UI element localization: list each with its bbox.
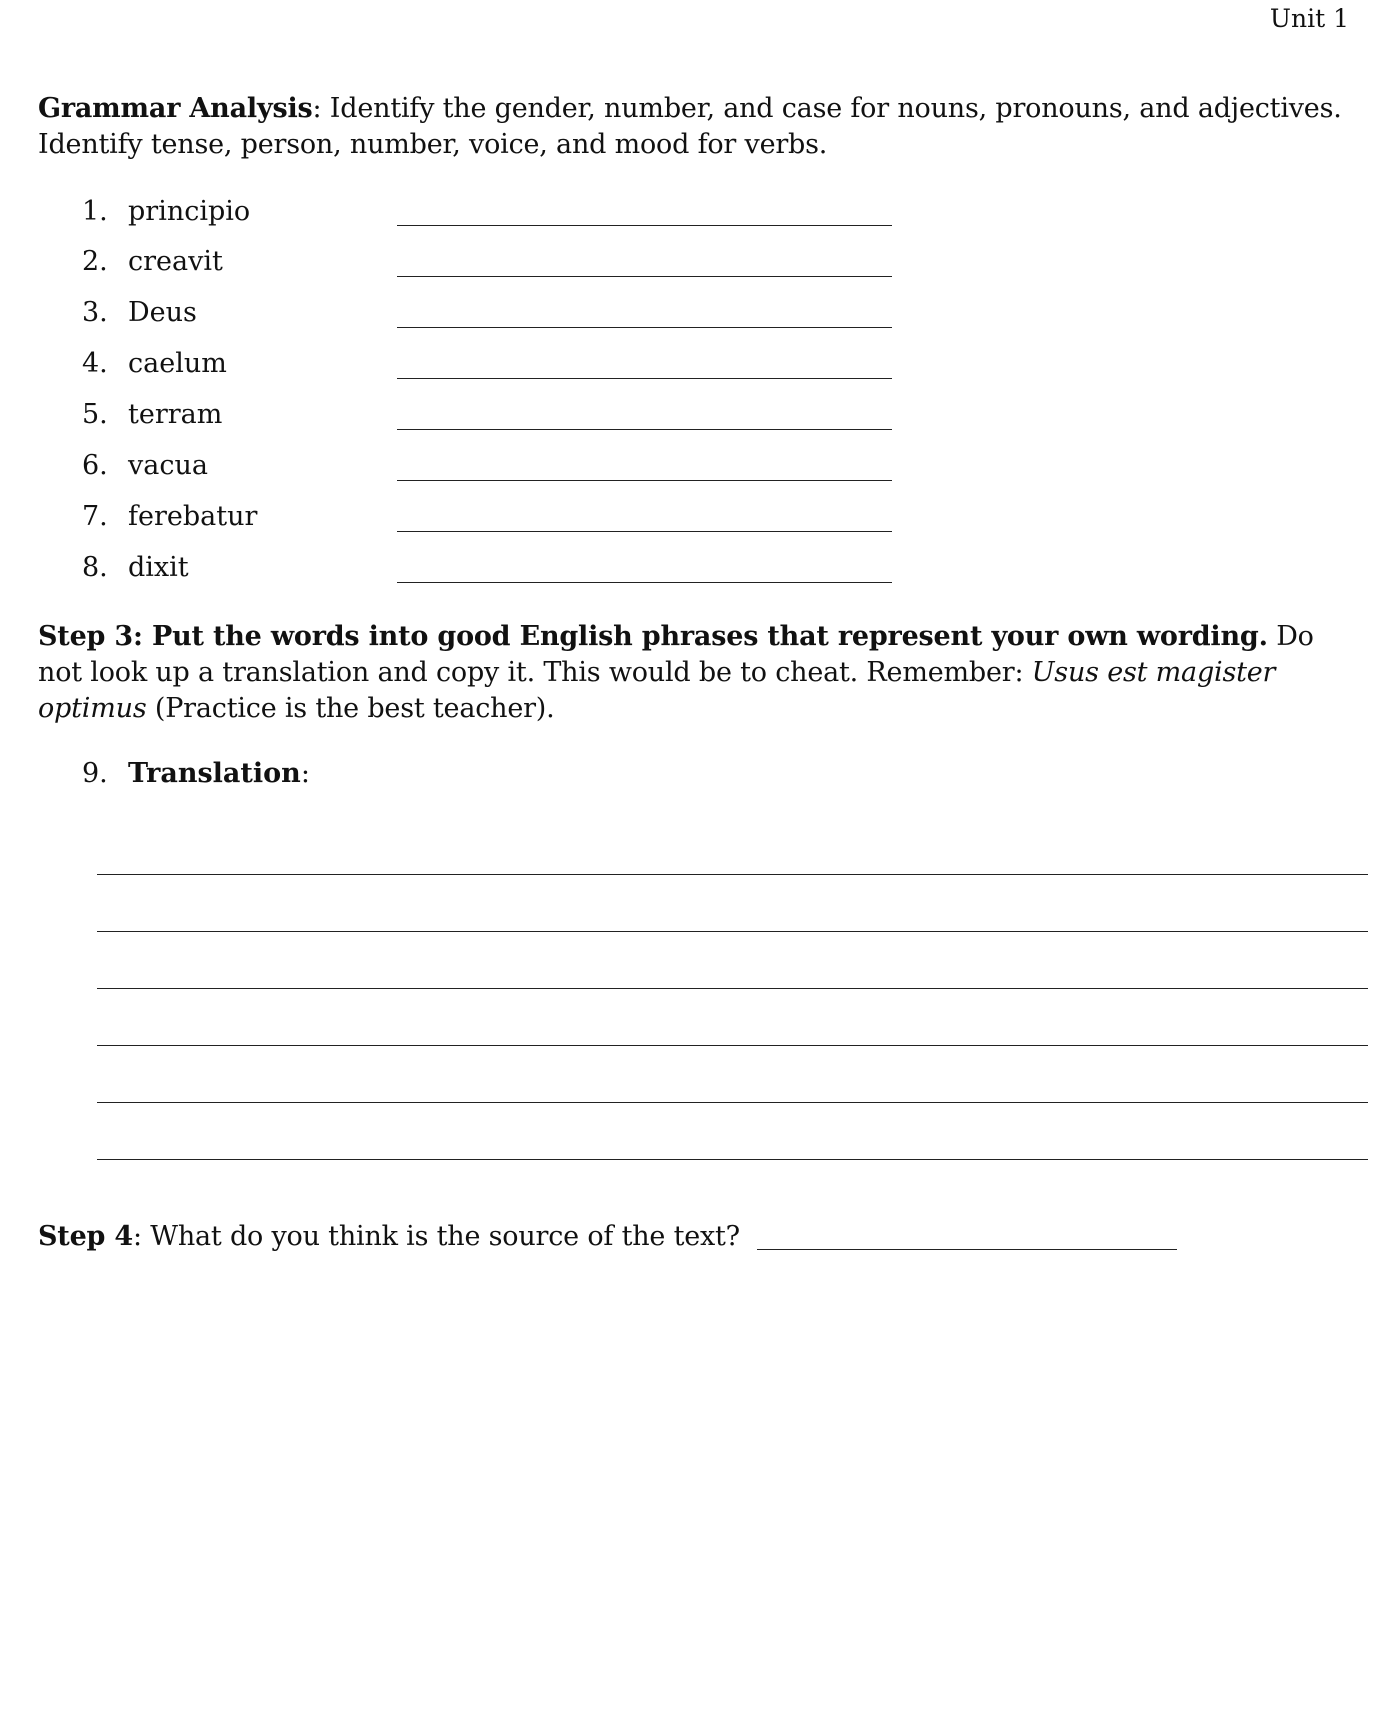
item-number: 8. <box>82 552 108 583</box>
answer-line-5[interactable] <box>397 429 892 430</box>
step3-text-end: (Practice is the best teacher). <box>146 693 555 724</box>
list-item <box>82 497 257 537</box>
item-number: 2. <box>82 246 108 277</box>
grammar-analysis-instructions <box>38 91 1363 163</box>
latin-word: vacua <box>128 450 208 481</box>
translation-line-1[interactable] <box>97 874 1368 875</box>
step4-question-text: : What do you think is the source of the text? <box>133 1221 740 1252</box>
unit-label: Unit 1 <box>1269 4 1349 33</box>
latin-word: principio <box>128 196 251 227</box>
list-item <box>82 192 250 232</box>
item-number: 6. <box>82 450 108 481</box>
step3-text: Do not look up a translation and copy it. This would be to cheat. Remember: <box>38 621 1314 688</box>
answer-line-7[interactable] <box>397 531 892 532</box>
list-item <box>82 395 222 435</box>
grammar-analysis-title: Grammar Analysis <box>38 93 313 124</box>
step4-label: Step 4 <box>38 1221 134 1252</box>
translation-colon: : <box>300 758 310 789</box>
translation-line-4[interactable] <box>97 1045 1368 1046</box>
answer-line-3[interactable] <box>397 327 892 328</box>
item-number: 3. <box>82 297 108 328</box>
translation-line-5[interactable] <box>97 1102 1368 1103</box>
item-number: 5. <box>82 399 108 430</box>
latin-word: terram <box>128 399 223 430</box>
latin-word: dixit <box>128 552 189 583</box>
answer-line-2[interactable] <box>397 276 892 277</box>
grammar-text-line1: Identify the gender, number, and case for nouns, pronouns, and adjectives. <box>321 93 1342 124</box>
latin-word: caelum <box>128 348 227 379</box>
answer-line-4[interactable] <box>397 378 892 379</box>
list-item <box>82 242 223 282</box>
item-number: 1. <box>82 196 108 227</box>
grammar-colon: : <box>312 93 322 124</box>
item-number: 7. <box>82 501 108 532</box>
answer-line-8[interactable] <box>397 582 892 583</box>
latin-motto: Usus est magister optimus <box>38 657 1276 724</box>
latin-word: Deus <box>128 297 197 328</box>
latin-word: ferebatur <box>128 501 258 532</box>
list-item <box>82 344 227 384</box>
source-answer-line[interactable] <box>757 1249 1177 1250</box>
translation-label: Translation <box>128 758 301 789</box>
answer-line-1[interactable] <box>397 225 892 226</box>
step3-heading: Step 3: Put the words into good English phrases that represent your own wording. <box>38 621 1268 652</box>
answer-line-6[interactable] <box>397 480 892 481</box>
translation-line-6[interactable] <box>97 1159 1368 1160</box>
list-item <box>82 293 197 333</box>
step3-instructions <box>38 619 1363 727</box>
translation-line-3[interactable] <box>97 988 1368 989</box>
list-item <box>82 548 189 588</box>
translation-line-2[interactable] <box>97 931 1368 932</box>
item-number: 4. <box>82 348 108 379</box>
grammar-text-line2: Identify tense, person, number, voice, and mood for verbs. <box>38 129 828 160</box>
item-number: 9. <box>82 758 108 789</box>
list-item <box>82 446 208 486</box>
translation-item <box>82 754 310 794</box>
latin-word: creavit <box>128 246 223 277</box>
